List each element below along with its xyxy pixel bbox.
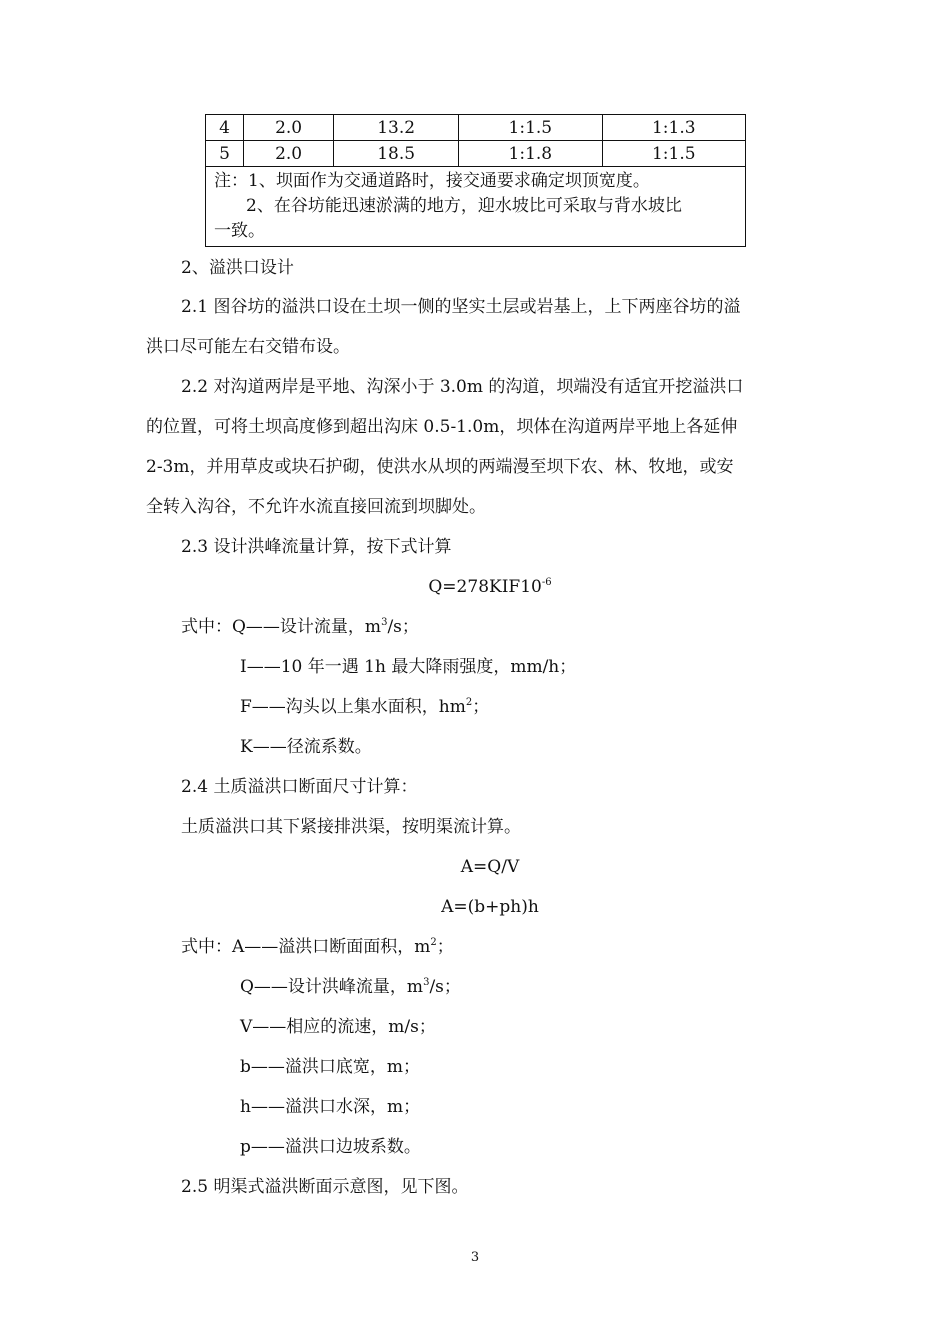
paragraph-line: 洪口尽可能左右交错布设。	[146, 337, 350, 357]
table-note	[206, 167, 746, 247]
section-heading: 2、溢洪口设计	[181, 258, 294, 278]
note-line: 2、在谷坊能迅速淤满的地方，迎水坡比可采取与背水坡比	[246, 196, 682, 216]
formula-peak-flow: $Q=278KIF10^{-6}$	[428, 577, 552, 597]
dam-spec-table	[205, 114, 746, 247]
definition-f: F——沟头以上集水面积，$hm^2$；	[240, 697, 490, 717]
table-cell: 2.0	[244, 141, 334, 167]
table-note-row	[206, 167, 746, 247]
page-number: 3	[470, 1250, 480, 1265]
table-cell: 1:1.5	[459, 115, 602, 141]
table-cell: 13.2	[334, 115, 459, 141]
table-cell: 1:1.3	[602, 115, 745, 141]
table-row	[206, 141, 746, 167]
definition-p: p——溢洪口边坡系数。	[240, 1137, 421, 1157]
definition-v: V——相应的流速，m/s；	[240, 1017, 436, 1037]
paragraph-line: 2.1 图谷坊的溢洪口设在土坝一侧的坚实土层或岩基上，上下两座谷坊的溢	[181, 297, 741, 317]
paragraph-line: 2.5 明渠式溢洪断面示意图，见下图。	[181, 1177, 469, 1197]
table-cell: 1:1.5	[602, 141, 745, 167]
paragraph-line: 2.2 对沟道两岸是平地、沟深小于 3.0m 的沟道，坝端没有适宜开挖溢洪口	[181, 377, 744, 397]
table-cell: 4	[206, 115, 244, 141]
paragraph-line: 土质溢洪口其下紧接排洪渠，按明渠流计算。	[181, 817, 521, 837]
definition-i: I——10 年一遇 1h 最大降雨强度，mm/h；	[240, 657, 577, 677]
definition-b: b——溢洪口底宽，m；	[240, 1057, 421, 1077]
paragraph-line: 2.3 设计洪峰流量计算，按下式计算	[181, 537, 452, 557]
paragraph-line: 2.4 土质溢洪口断面尺寸计算：	[181, 777, 418, 797]
paragraph-line: 的位置，可将土坝高度修到超出沟床 0.5-1.0m，坝体在沟道两岸平地上各延伸	[146, 417, 738, 437]
definition-h: h——溢洪口水深，m；	[240, 1097, 421, 1117]
paragraph-line: 2-3m，并用草皮或块石护砌，使洪水从坝的两端漫至坝下农、林、牧地，或安	[146, 457, 734, 477]
note-line: 注：1、坝面作为交通道路时，接交通要求确定坝顶宽度。	[214, 171, 650, 191]
formula-section: A=(b+ph)h	[441, 897, 539, 917]
definition-a: 式中：A——溢洪口断面面积，$m^2$；	[181, 937, 454, 957]
paragraph-line: 全转入沟谷，不允许水流直接回流到坝脚处。	[146, 497, 486, 517]
formula-area: A=Q/V	[460, 857, 520, 877]
note-line: 一致。	[214, 221, 265, 241]
table-cell: 2.0	[244, 115, 334, 141]
table-cell: 18.5	[334, 141, 459, 167]
definition-k: K——径流系数。	[240, 737, 372, 757]
definition-q2: Q——设计洪峰流量，$m^3/s$；	[240, 977, 461, 997]
table-cell: 1:1.8	[459, 141, 602, 167]
table-cell: 5	[206, 141, 244, 167]
definition-q: 式中：Q——设计流量，$m^3/s$；	[181, 617, 419, 637]
table-row	[206, 115, 746, 141]
